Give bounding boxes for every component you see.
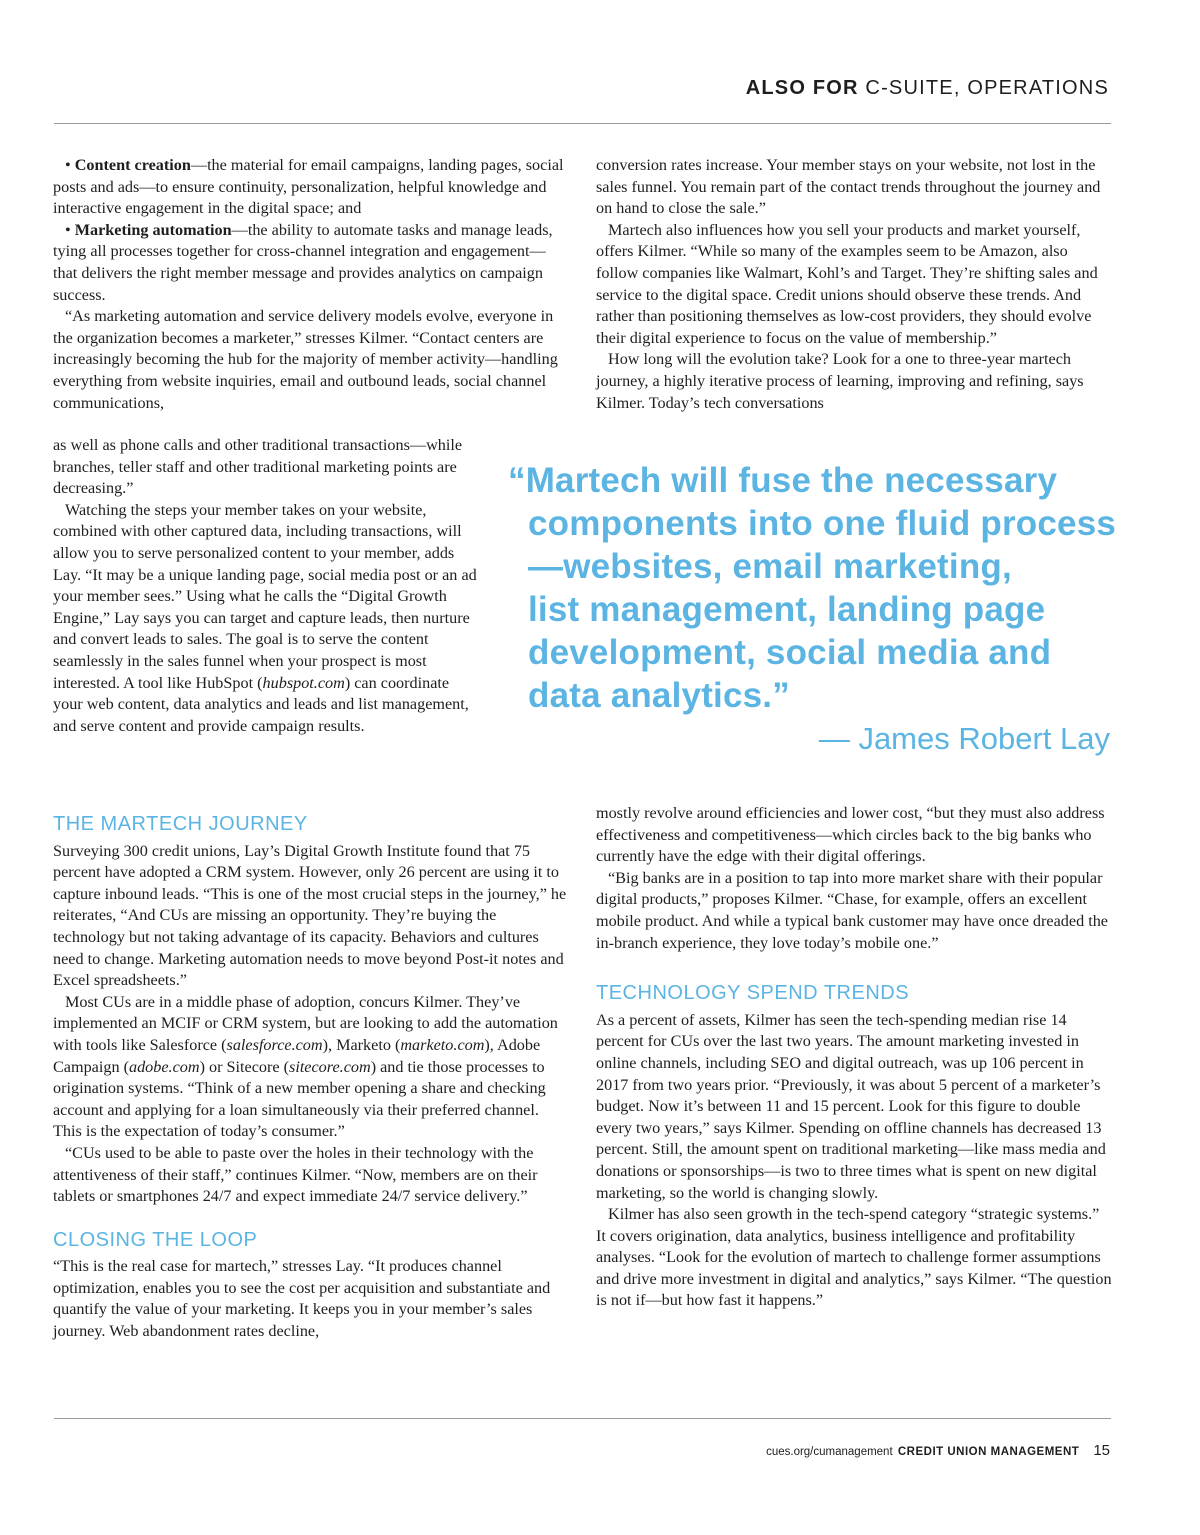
- left-column-top: [53, 155, 569, 414]
- paragraph: [53, 500, 479, 738]
- pull-quote-line: development, social media and: [528, 633, 1052, 672]
- paragraph: conversion rates increase. Your member stays on your website, not lost in the sales funnel. You remain part of the contact trends throughout the journey and on hand to close the sale.”: [596, 156, 1101, 218]
- paragraph: Surveying 300 credit unions, Lay’s Digital Growth Institute found that 75 percent have adopted a CRM system. However, only 26 percent are using it to capture inbound leads. “This is one of the most crucial steps in the journey,” he reiterates, “And CUs are missing an opportunity. They’re buying the technology but not taking advantage of its capacity. Behaviors and cultures need to change. Marketing automation needs to move beyond Post-it notes and Excel spreadsheets.”: [53, 841, 567, 990]
- pull-quote-line: list management, landing page: [528, 590, 1046, 629]
- link-salesforce: salesforce.com: [226, 1035, 323, 1054]
- paragraph-text: ), Marketo (: [322, 1035, 401, 1054]
- bullet-content-creation: • Content creation—the material for email campaigns, landing pages, social posts and ads—to ensure continuity, personalization, helpful knowledge and interactive engagement in the digital space; and: [53, 156, 564, 218]
- top-rule: [54, 123, 1111, 124]
- pull-quote-attribution: — James Robert Lay: [818, 721, 1110, 756]
- paragraph: “This is the real case for martech,” stresses Lay. “It produces channel optimization, enables you to see the cost per acquisition and substantiate and quantify the value of your marketing. It keeps you in your member’s sales journey. Web abandonment rates decline,: [53, 1257, 551, 1341]
- section-header: [746, 77, 1109, 100]
- footer-publication: CREDIT UNION MANAGEMENT: [897, 1446, 1080, 1458]
- paragraph: “As marketing automation and service delivery models evolve, everyone in the organization becomes a marketer,” stresses Kilmer. “Contact centers are increasingly becoming the hub for the majority of member activity—handling everything from website inquiries, email and outbound leads, social channel communications,: [53, 307, 558, 412]
- heading-martech-journey: THE MARTECH JOURNEY: [53, 813, 308, 835]
- paragraph-text: ) or Sitecore (: [199, 1057, 290, 1076]
- bullet-label: Content creation: [74, 156, 191, 174]
- paragraph: Martech also influences how you sell your products and market yourself, offers Kilmer. “While so many of the examples seem to be Amazon, also follow companies like Walmart, Kohl’s and Target. They’re shifting sales and service to the digital space. Credit unions should observe these trends. And rather than positioning themselves as low-cost providers, they should evolve their digital experience to focus on the value of membership.”: [596, 220, 1098, 347]
- paragraph: mostly revolve around efficiencies and lower cost, “but they must also address effectiveness and competitiveness—which circles back to the big banks who currently have the edge with their digital offerings.: [596, 804, 1105, 866]
- link-marketo: marketo.com: [400, 1035, 485, 1054]
- left-column-narrow: [53, 435, 479, 737]
- pull-quote-line: components into one fluid process: [528, 504, 1117, 543]
- heading-closing-loop: CLOSING THE LOOP: [53, 1228, 258, 1251]
- left-column-bottom: [53, 814, 569, 1343]
- paragraph: Kilmer has also seen growth in the tech-spend category “strategic systems.” It covers origination, data analytics, business intelligence and profitability analyses. “Look for the evolution of martech to challenge former assumptions and drive more investment in digital and analytics,” says Kilmer. “The question is not if—but how fast it happens.”: [596, 1205, 1112, 1310]
- footer-url: cues.org/cumanagement: [766, 1446, 893, 1458]
- paragraph: “Big banks are in a position to tap into more market share with their popular digital products,” proposes Kilmer. “Chase, for example, offers an excellent mobile product. And while a typical bank customer may have once dreaded the in-branch experience, they love today’s mobile one.”: [596, 868, 1108, 952]
- header-bold: ALSO FOR: [745, 77, 859, 99]
- link-adobe: adobe.com: [128, 1057, 200, 1076]
- pull-quote: [508, 459, 1148, 717]
- page-number: 15: [1093, 1442, 1110, 1459]
- paragraph-text: Most CUs are in a middle phase of adoption, concurs Kilmer. They’ve implemented an MCIF or CRM system, but are looking to add the automation with tools like Salesforce (: [53, 992, 558, 1054]
- paragraph: How long will the evolution take? Look for a one to three-year martech journey, a highly iterative process of learning, improving and refining, says Kilmer. Today’s tech conversations: [596, 350, 1084, 412]
- pull-quote-line: —websites, email marketing,: [528, 547, 1012, 586]
- header-rest: C-SUITE, OPERATIONS: [858, 77, 1109, 99]
- paragraph-text: ), Adobe Campaign (: [53, 1035, 541, 1076]
- paragraph: As a percent of assets, Kilmer has seen the tech-spending median rise 14 percent for CUs over the last two years. The amount marketing invested in online channels, including SEO and digital outreach, was up 106 percent in 2017 from two years prior. “Previously, it was about 5 percent of a marketer’s budget. Now it’s between 11 and 15 percent. Look for this figure to double every two years,” says Kilmer. Spending on offline channels has decreased 13 percent. Still, the amount spent on traditional marketing—like mass media and donations or sponsorships—is two to three times what is spent on new digital marketing, so the world is changing slowly.: [596, 1010, 1106, 1202]
- bottom-rule: [54, 1418, 1111, 1419]
- paragraph-text: ) can coordinate your web content, data analytics and leads and list management, and serve content and provide campaign results.: [53, 673, 469, 735]
- bullet-marketing-automation: • Marketing automation—the ability to automate tasks and manage leads, tying all processes together for cross-channel integration and engagement—that delivers the right member message and provides analytics on campaign success.: [53, 220, 553, 304]
- heading-technology-spend: TECHNOLOGY SPEND TRENDS: [596, 982, 910, 1005]
- link-hubspot: hubspot.com: [262, 673, 345, 692]
- paragraph: “CUs used to be able to paste over the holes in their technology with the attentiveness of their staff,” continues Kilmer. “Now, members are on their tablets or smartphones 24/7 and expect immediate 24/7 service delivery.”: [53, 1143, 538, 1206]
- bullet-text: —the ability to automate tasks and manage leads, tying all processes together for cross-channel integration and engagement—that delivers the right member message and provides analytics on campaign success.: [53, 220, 553, 304]
- bullet-text: —the material for email campaigns, landing pages, social posts and ads—to ensure continuity, personalization, helpful knowledge and interactive engagement in the digital space; and: [53, 156, 564, 218]
- paragraph: as well as phone calls and other traditional transactions—while branches, teller staff and other traditional marketing points are decreasing.”: [53, 436, 463, 498]
- link-sitecore: sitecore.com: [289, 1057, 371, 1076]
- right-column-top: [596, 155, 1112, 414]
- pull-quote-line: “Martech will fuse the necessary: [508, 461, 1058, 500]
- page-footer: [766, 1442, 1110, 1459]
- bullet-label: Marketing automation: [74, 220, 232, 239]
- paragraph-text: Watching the steps your member takes on your website, combined with other captured data, including transactions, will allow you to serve personalized content to your member, adds Lay. “It may be a unique landing page, social media post or an ad your member sees.” Using what he calls the “Digital Growth Engine,” Lay says you can target and capture leads, then nurture and convert leads to sales. The goal is to serve the content seamlessly in the sales funnel when your prospect is most interested. A tool like HubSpot (: [53, 500, 477, 692]
- paragraph-text: ) and tie those processes to origination systems. “Think of a new member opening a share and checking account and applying for a loan simultaneously via their preferred channel. This is the expectation of today’s consumer.”: [53, 1057, 546, 1141]
- pull-quote-line: data analytics.”: [528, 676, 790, 715]
- right-column-bottom: [596, 803, 1112, 1312]
- paragraph: [53, 992, 569, 1143]
